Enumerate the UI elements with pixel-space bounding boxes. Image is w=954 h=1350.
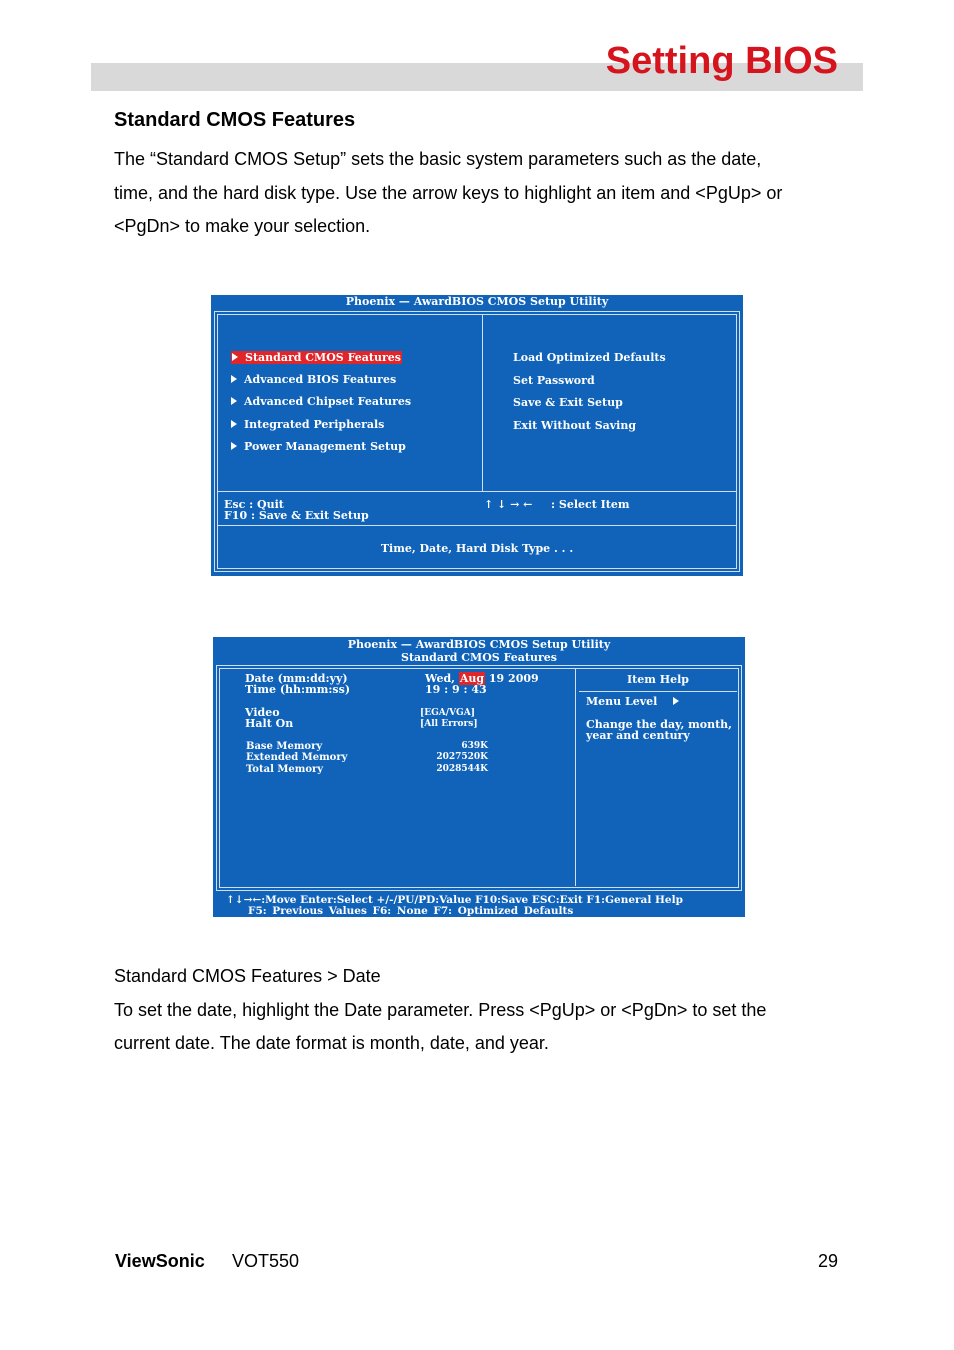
help-text: year and century — [586, 729, 690, 742]
bios-menu-item[interactable]: Advanced Chipset Features — [231, 396, 411, 408]
intro-paragraph — [114, 143, 844, 244]
arrow-right-icon — [231, 442, 237, 450]
date-label: Date (mm:dd:yy) — [245, 672, 348, 685]
divider — [575, 668, 576, 886]
arrow-keys-icon: ↑ ↓ → ← — [484, 498, 533, 511]
key-help-line: F5: Previous Values F6: None F7: Optimized Defaults — [248, 905, 574, 917]
bios-subtitle: Standard CMOS Features — [401, 651, 557, 664]
bios-menu-item[interactable]: Exit Without Saving — [513, 419, 637, 432]
bios-menu-item[interactable]: Save & Exit Setup — [513, 396, 623, 409]
halt-on-value[interactable]: [All Errors] — [420, 719, 478, 729]
extended-memory-label: Extended Memory — [246, 752, 348, 763]
bios-menu-item[interactable]: Load Optimized Defaults — [513, 351, 666, 364]
bios-menu-item[interactable]: Advanced BIOS Features — [231, 374, 396, 386]
bios-menu-item[interactable]: Standard CMOS Features — [231, 352, 402, 364]
status-line: Time, Date, Hard Disk Type . . . — [380, 542, 574, 555]
page-title: Setting BIOS — [605, 40, 838, 82]
halt-on-label: Halt On — [245, 717, 294, 730]
bios-title: Phoenix — AwardBIOS CMOS Setup Utility — [347, 638, 611, 651]
esc-hint: Esc : Quit — [224, 498, 284, 511]
page-number: 29 — [817, 1251, 838, 1271]
base-memory-value: 639K — [461, 741, 488, 751]
bios-standard-cmos-screen — [213, 637, 745, 917]
time-label: Time (hh:mm:ss) — [245, 683, 351, 696]
divider — [482, 315, 483, 491]
arrow-right-icon — [232, 353, 238, 361]
extended-memory-value: 2027520K — [436, 752, 488, 762]
breadcrumb: Standard CMOS Features > Date — [114, 966, 381, 986]
key-help-line: ↑↓→←:Move Enter:Select +/-/PU/PD:Value F10:Save ESC:Exit F1:General Help — [226, 894, 683, 906]
intro-line: time, and the hard disk type. Use the arrow keys to highlight an item and <PgUp> or — [114, 182, 783, 203]
divider — [579, 691, 737, 692]
bios-menu-item[interactable]: Power Management Setup — [231, 441, 406, 453]
time-field[interactable]: 19 : 9 : 43 — [425, 683, 487, 696]
base-memory-label: Base Memory — [246, 741, 323, 752]
date-section — [114, 960, 844, 1061]
arrow-right-icon — [231, 420, 237, 428]
bios-menu-item[interactable]: Integrated Peripherals — [231, 419, 384, 431]
arrow-right-icon — [231, 375, 237, 383]
total-memory-label: Total Memory — [246, 764, 324, 775]
bios-menu-item[interactable]: Set Password — [513, 374, 595, 387]
section-heading: Standard CMOS Features — [114, 109, 356, 131]
select-hint: : Select Item — [551, 498, 630, 511]
video-label: Video — [245, 706, 280, 719]
help-text: Change the day, month, — [586, 718, 733, 731]
divider — [218, 525, 736, 526]
intro-line: The “Standard CMOS Setup” sets the basic system parameters such as the date, — [114, 149, 762, 169]
divider — [218, 491, 736, 492]
f10-hint: F10 : Save & Exit Setup — [224, 509, 369, 522]
bios-main-screen — [211, 295, 743, 576]
total-memory-value: 2028544K — [436, 764, 488, 774]
arrow-right-icon — [673, 697, 679, 705]
arrow-right-icon — [231, 397, 237, 405]
date-field[interactable]: Wed, Aug 19 2009 — [425, 672, 539, 685]
item-help-title: Item Help — [627, 673, 689, 686]
footer-brand: ViewSonic — [115, 1251, 205, 1271]
intro-line: <PgDn> to make your selection. — [114, 216, 371, 236]
menu-level: Menu Level — [586, 696, 686, 708]
footer-model: VOT550 — [232, 1251, 300, 1271]
body-line: To set the date, highlight the Date parameter. Press <PgUp> or <PgDn> to set the — [114, 999, 767, 1020]
body-line: current date. The date format is month, date, and year. — [114, 1033, 549, 1053]
bios-title: Phoenix — AwardBIOS CMOS Setup Utility — [345, 295, 609, 308]
video-value[interactable]: [EGA/VGA] — [420, 708, 475, 718]
